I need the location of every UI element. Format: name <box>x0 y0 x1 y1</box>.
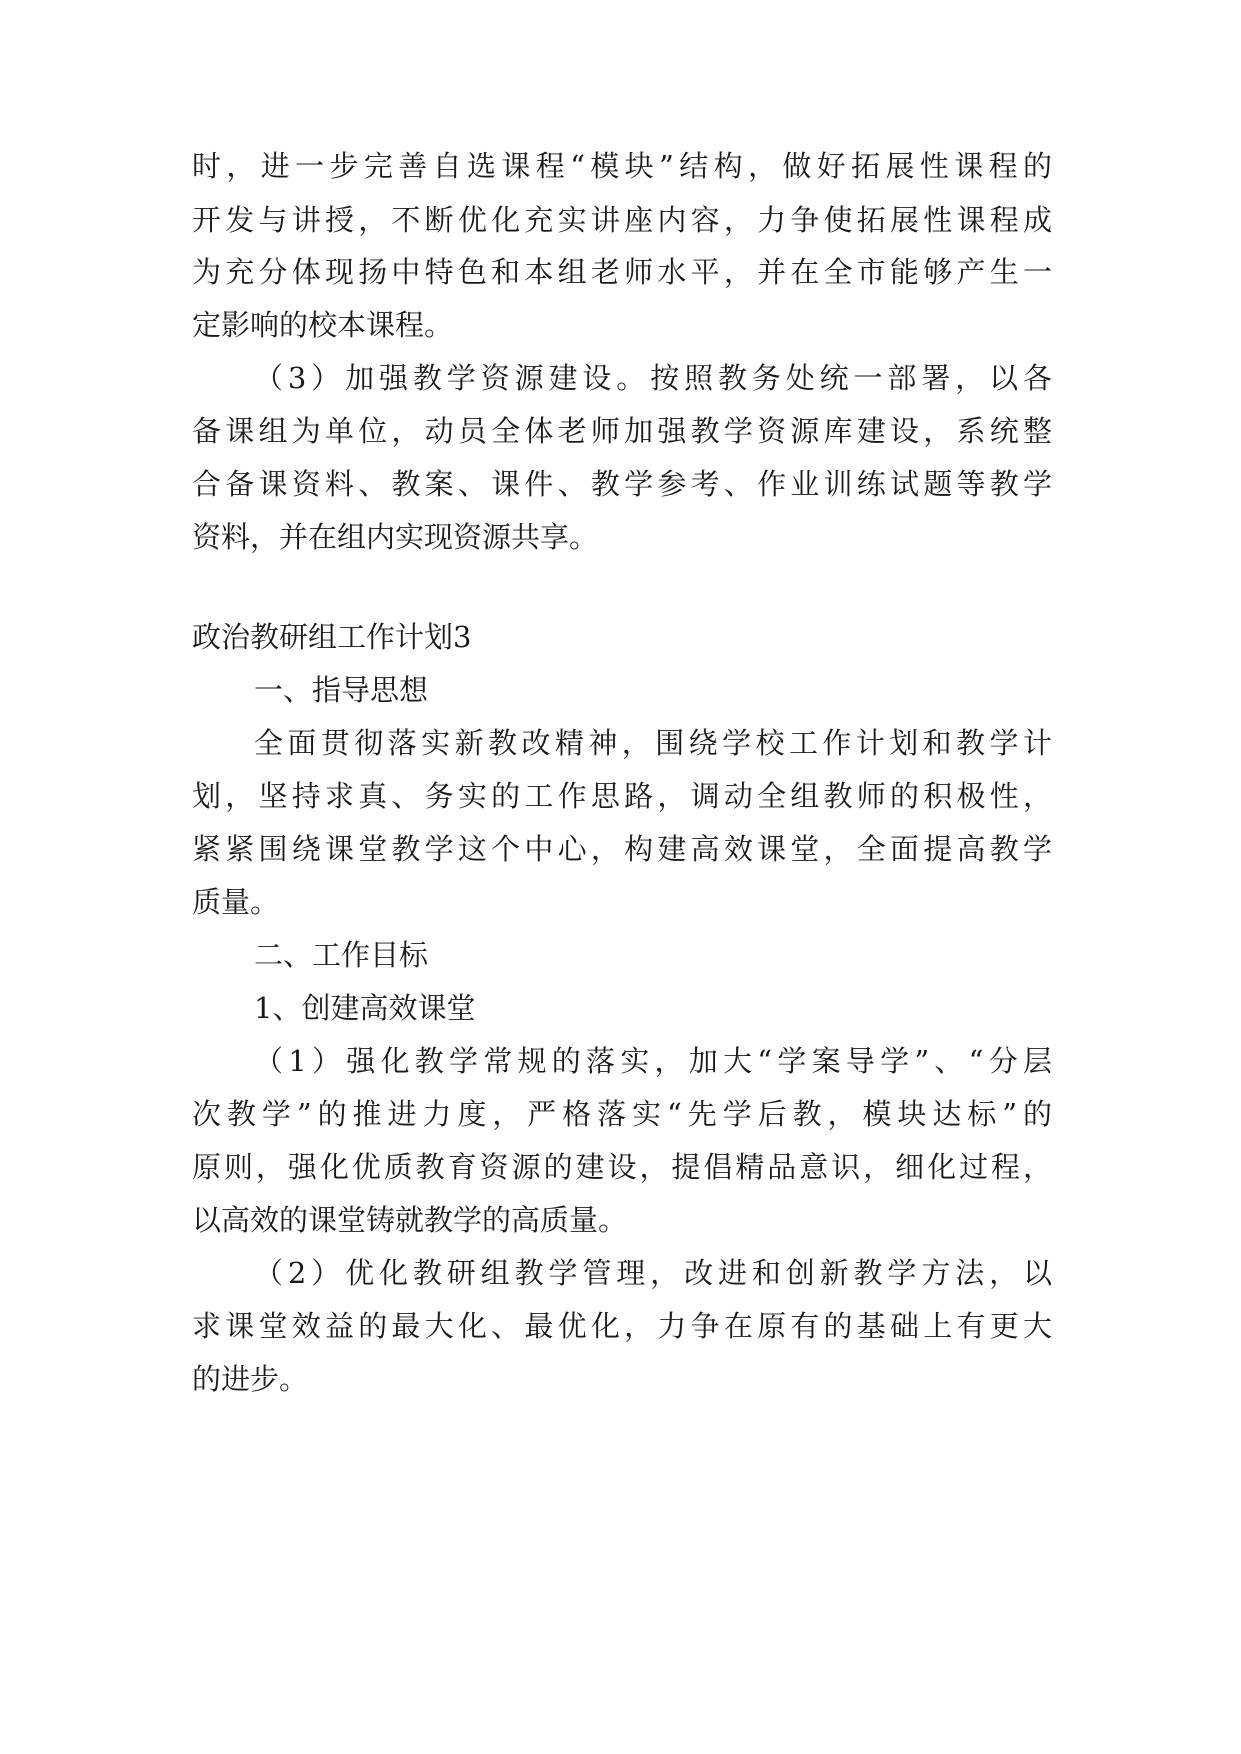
section-heading: 一、指导思想 <box>254 673 429 707</box>
section-title: 政治教研组工作计划3 <box>192 620 472 654</box>
text-line: 质量。 <box>192 885 280 919</box>
text-line: （2）优化教研组教学管理，改进和创新教学方法，以 <box>254 1256 1052 1290</box>
text-line: （3）加强教学资源建设。按照教务处统一部署，以各 <box>254 361 1052 395</box>
text-line: 资料，并在组内实现资源共享。 <box>192 520 599 554</box>
text-line: 原则，强化优质教育资源的建设，提倡精品意识，细化过程， <box>192 1150 1052 1184</box>
text-line: 为充分体现扬中特色和本组老师水平，并在全市能够产生一 <box>192 255 1052 289</box>
text-line: 划，坚持求真、务实的工作思路，调动全组教师的积极性， <box>192 779 1052 813</box>
text-line: 次教学”的推进力度，严格落实“先学后教，模块达标”的 <box>192 1097 1052 1131</box>
text-line: （1）强化教学常规的落实，加大“学案导学”、“分层 <box>254 1044 1052 1078</box>
text-line: 开发与讲授，不断优化充实讲座内容，力争使拓展性课程成 <box>192 203 1052 237</box>
section-heading: 二、工作目标 <box>254 938 429 972</box>
text-line: 合备课资料、教案、课件、教学参考、作业训练试题等教学 <box>192 467 1052 501</box>
text-line: 以高效的课堂铸就教学的高质量。 <box>192 1203 628 1237</box>
subsection-heading: 1、创建高效课堂 <box>254 991 476 1025</box>
text-line: 定影响的校本课程。 <box>192 308 454 342</box>
text-line: 求课堂效益的最大化、最优化，力争在原有的基础上有更大 <box>192 1309 1052 1343</box>
text-line: 时，进一步完善自选课程“模块”结构，做好拓展性课程的 <box>192 149 1052 183</box>
text-line: 备课组为单位，动员全体老师加强教学资源库建设，系统整 <box>192 414 1052 448</box>
text-line: 紧紧围绕课堂教学这个中心，构建高效课堂，全面提高教学 <box>192 832 1052 866</box>
text-line: 全面贯彻落实新教改精神，围绕学校工作计划和教学计 <box>254 726 1052 760</box>
text-line: 的进步。 <box>192 1362 309 1396</box>
